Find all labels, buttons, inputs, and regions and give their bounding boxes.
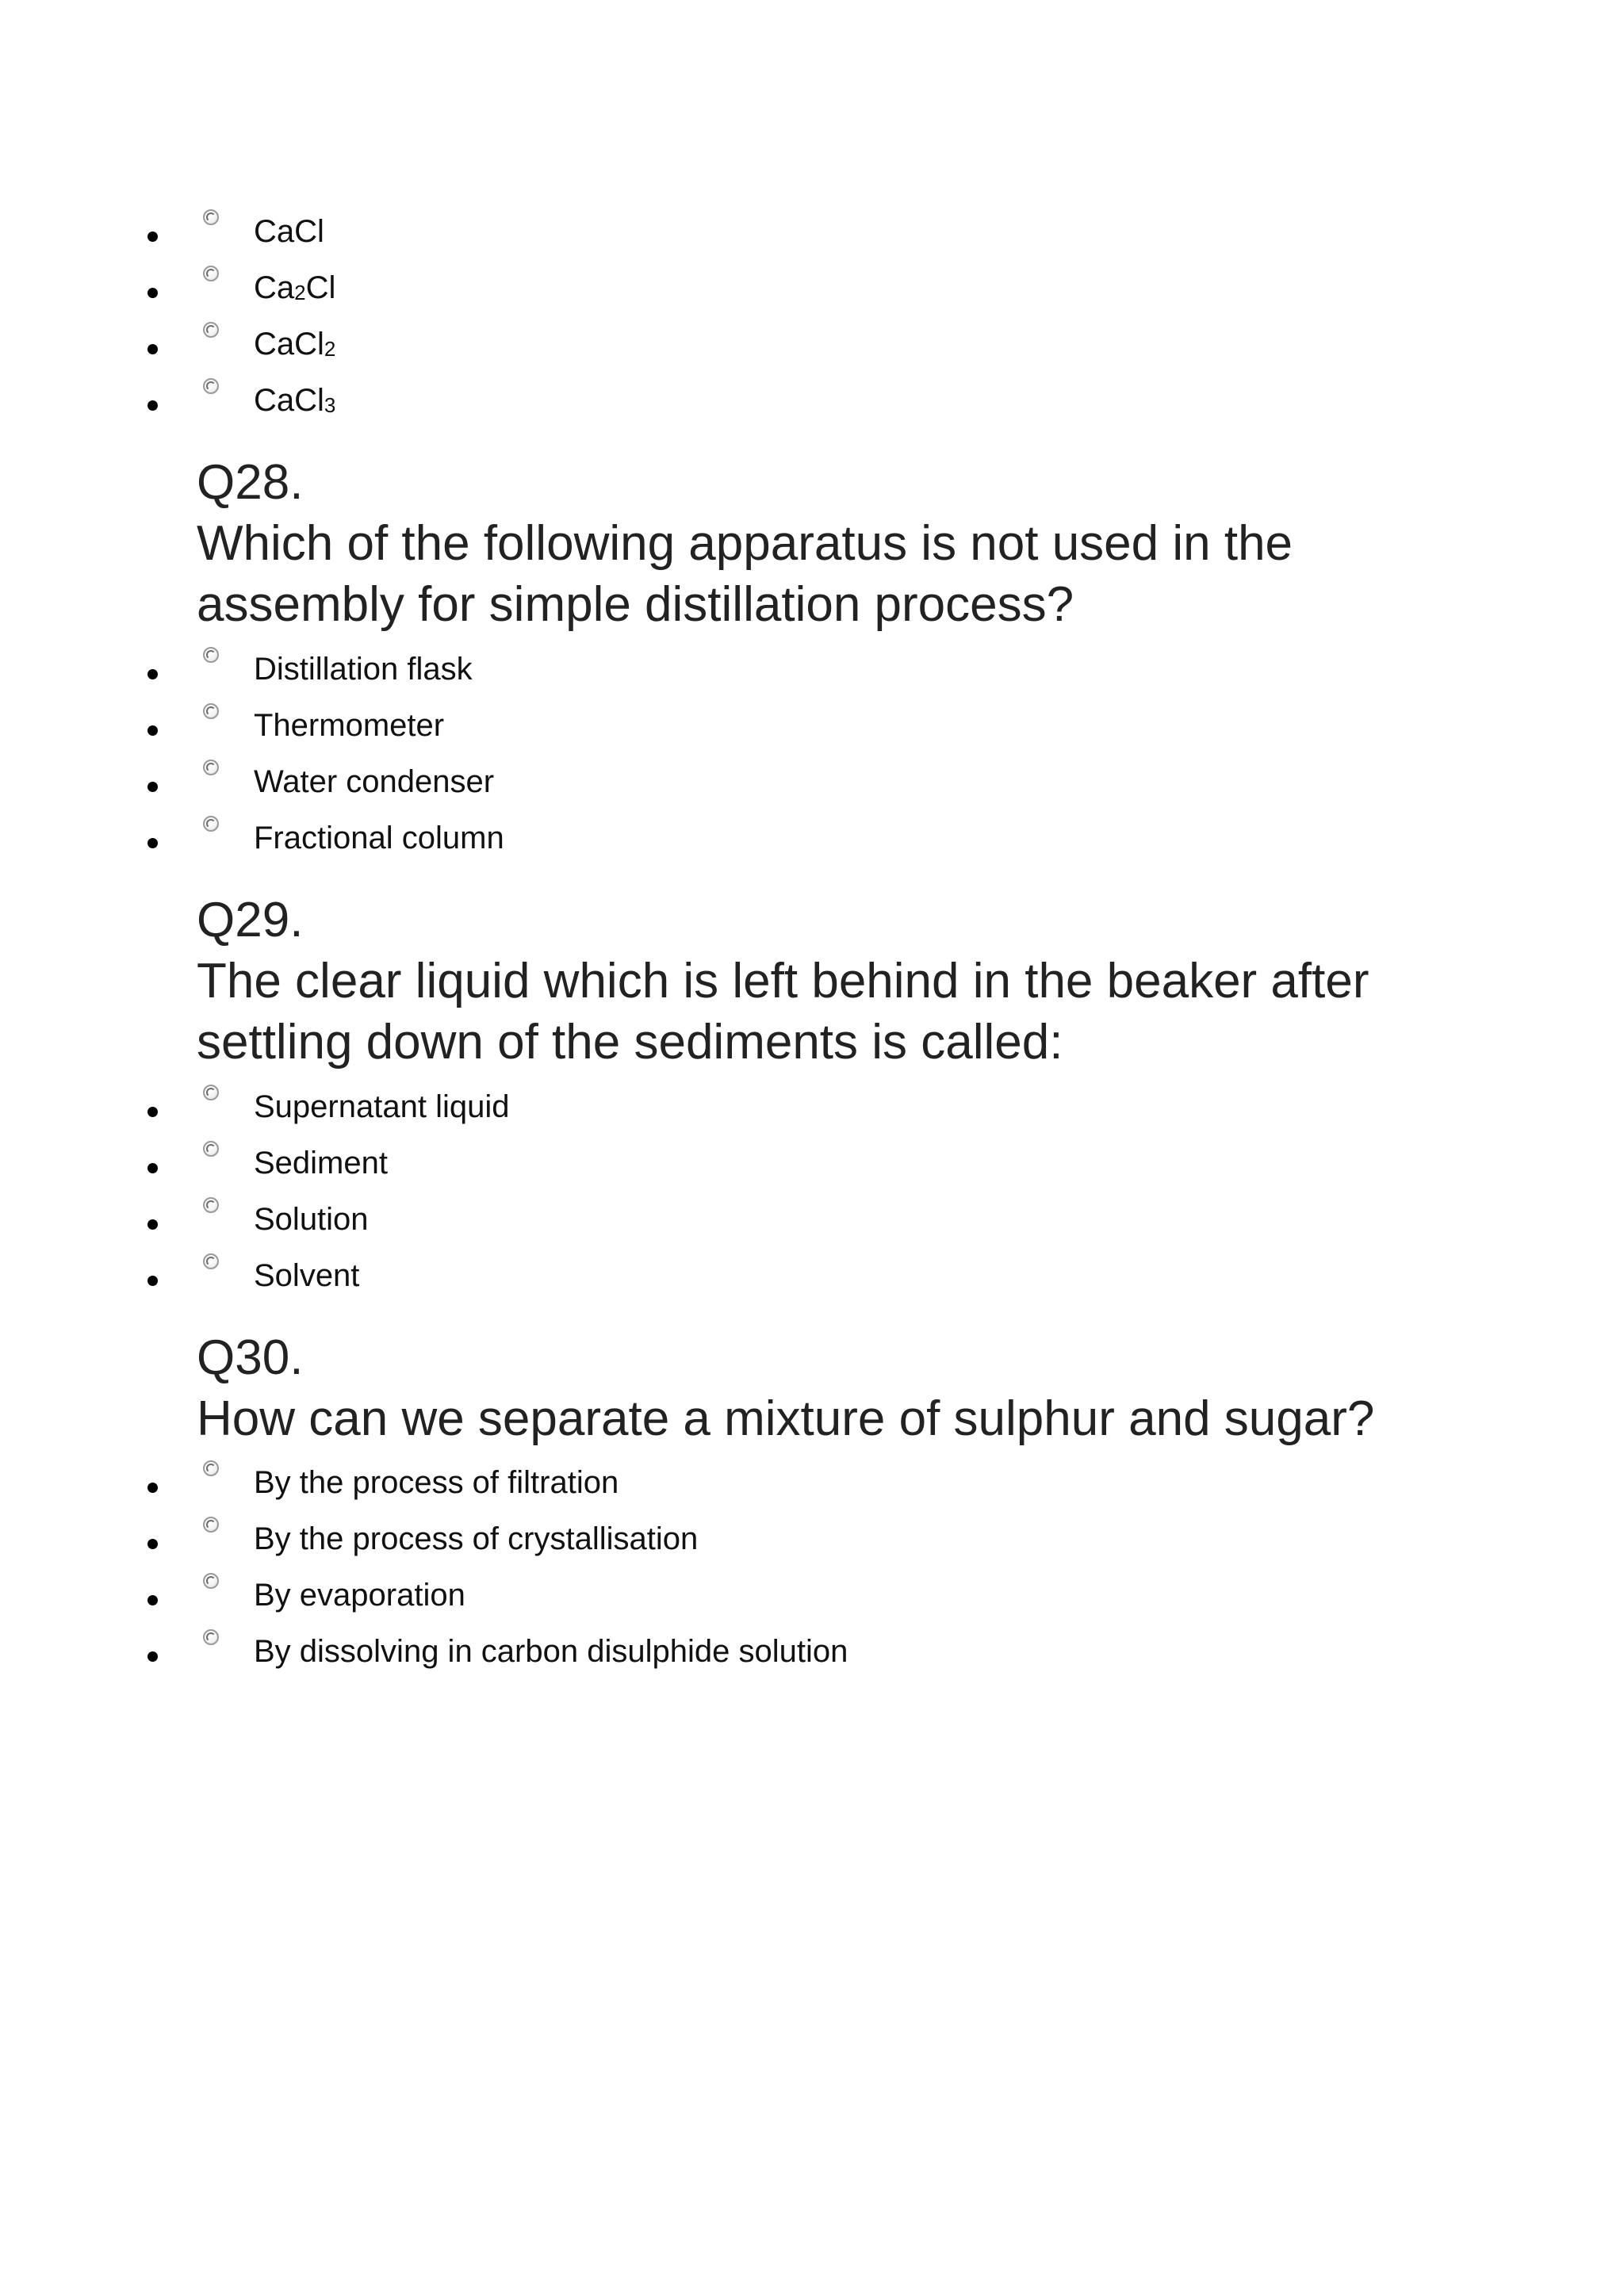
bullet [147,344,158,354]
q30-option-1[interactable] [0,1456,1624,1512]
q29-option-4[interactable] [0,1249,1624,1305]
bullet [147,1276,158,1286]
option-label[interactable]: By the process of crystallisation [254,1521,699,1556]
bullet [147,288,158,298]
radio-button[interactable] [203,322,219,338]
q29-option-1[interactable] [0,1080,1624,1136]
question-text: How can we separate a mixture of sulphur and sugar? [197,1391,1375,1446]
option-label[interactable]: Sediment [254,1146,388,1181]
option-label[interactable]: By evaporation [254,1578,465,1613]
bullet [147,669,158,679]
radio-button[interactable] [203,1460,219,1476]
question-number: Q29. [197,893,304,947]
option-label[interactable]: Solvent [254,1258,360,1293]
bullet [147,1595,158,1605]
q28-options [0,642,1624,867]
radio-button[interactable] [203,703,219,719]
q29-options [0,1080,1624,1305]
radio-button[interactable] [203,760,219,775]
q27-options [0,205,1624,430]
question-text: The clear liquid which is left behind in the beaker after settling down of the sediments is called: [197,954,1369,1070]
bullet [147,1539,158,1549]
radio-button[interactable] [203,1253,219,1269]
option-label[interactable]: Supernatant liquid [254,1089,510,1124]
bullet [147,838,158,848]
option-label[interactable]: By dissolving in carbon disulphide solution [254,1634,848,1669]
radio-button[interactable] [203,1517,219,1533]
radio-button[interactable] [203,378,219,394]
bullet [147,400,158,411]
q28-option-1[interactable] [0,642,1624,698]
q29-option-2[interactable] [0,1136,1624,1192]
q30-heading [197,1327,1465,1449]
q29-option-3[interactable] [0,1192,1624,1249]
question-number: Q30. [197,1330,304,1385]
radio-button[interactable] [203,1197,219,1213]
q30-option-4[interactable] [0,1624,1624,1681]
option-label[interactable]: Water condenser [254,764,495,799]
bullet [147,1483,158,1493]
option-label[interactable]: CaCl$_2$ [254,327,336,362]
q29-heading [197,890,1465,1073]
bullet [147,1163,158,1173]
q28-heading [197,452,1465,635]
q27-option-1[interactable] [0,205,1624,261]
q27-option-4[interactable] [0,373,1624,430]
option-label[interactable]: Fractional column [254,821,504,855]
radio-button[interactable] [203,209,219,225]
q30-options [0,1456,1624,1681]
option-label[interactable]: By the process of filtration [254,1465,619,1500]
bullet [147,232,158,242]
q30-option-3[interactable] [0,1568,1624,1624]
radio-button[interactable] [203,1085,219,1100]
option-label[interactable]: CaCl [254,214,324,249]
q27-option-3[interactable] [0,317,1624,373]
radio-button[interactable] [203,816,219,832]
radio-button[interactable] [203,1573,219,1589]
q30-option-2[interactable] [0,1512,1624,1568]
bullet [147,782,158,792]
radio-button[interactable] [203,647,219,663]
bullet [147,1219,158,1230]
bullet [147,725,158,736]
q28-option-4[interactable] [0,811,1624,867]
radio-button[interactable] [203,1629,219,1645]
radio-button[interactable] [203,266,219,281]
option-label[interactable]: $Ca_2Cl$ [254,270,336,305]
question-text: Which of the following apparatus is not used in the assembly for simple distillation process? [197,516,1293,632]
q28-option-3[interactable] [0,755,1624,811]
option-label[interactable]: Solution [254,1202,369,1237]
bullet [147,1651,158,1662]
question-number: Q28. [197,455,304,510]
q28-option-2[interactable] [0,698,1624,755]
option-label[interactable]: CaCl$_3$ [254,383,336,418]
bullet [147,1107,158,1117]
option-label[interactable]: Distillation flask [254,652,473,687]
option-label[interactable]: Thermometer [254,708,445,743]
radio-button[interactable] [203,1141,219,1157]
q27-option-2[interactable] [0,261,1624,317]
